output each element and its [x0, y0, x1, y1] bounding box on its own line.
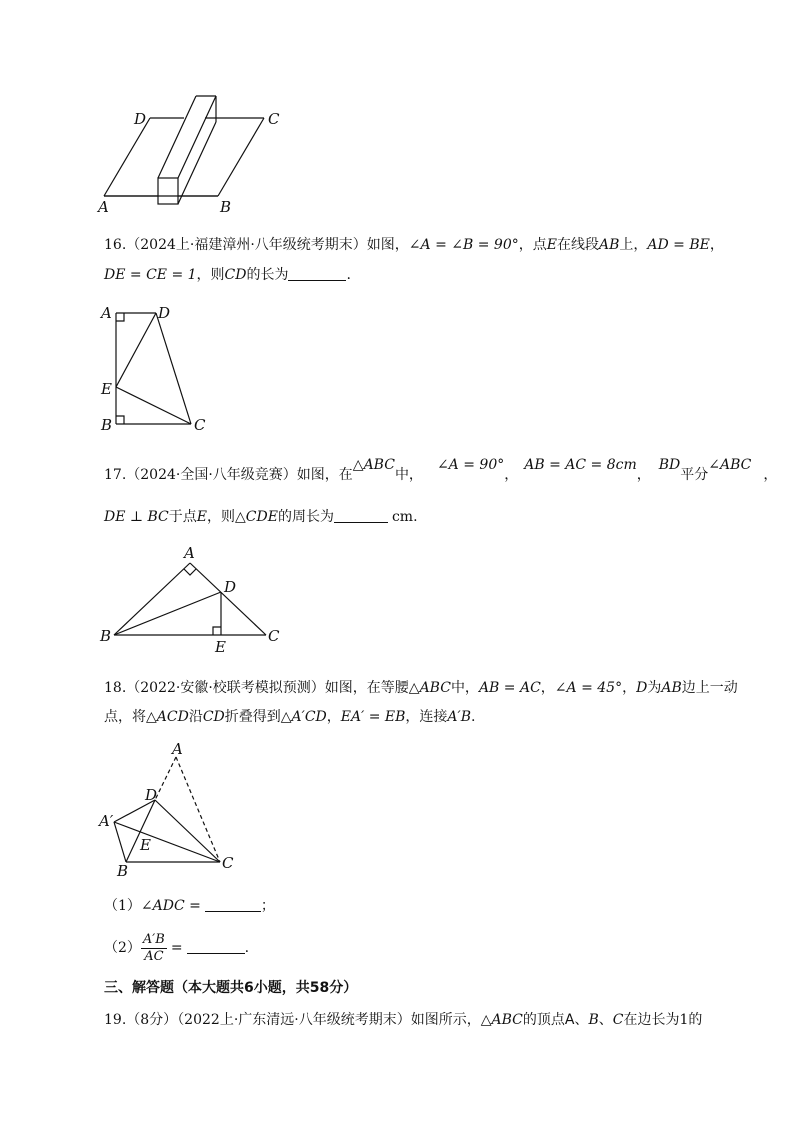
label-d: D	[145, 786, 158, 804]
q19-t2: 在边长为	[623, 1012, 680, 1028]
q19-point-a: A	[564, 1012, 575, 1028]
q19-t1: 的顶点	[522, 1012, 565, 1028]
q18-source: （2022·安徽·校联考模拟预测）如图，在等腰	[126, 680, 409, 696]
q18-ab: AB	[661, 680, 682, 696]
q17-triangle: △ABC	[352, 457, 395, 473]
q16-t1: ，点	[518, 237, 547, 253]
q18-t2: 为	[647, 680, 662, 696]
q19-line1	[104, 1010, 702, 1030]
label-c: C	[268, 110, 280, 128]
q17-c2: ，	[636, 467, 651, 483]
q18-cd: CD	[202, 709, 225, 725]
q17-cond3: DE ⊥ BC	[104, 509, 169, 525]
label-a: A	[172, 740, 183, 758]
q18-cond3: EA′ = EB	[340, 709, 406, 725]
q17-point-e: E	[196, 509, 208, 525]
q19-point-b: B	[588, 1012, 599, 1028]
q18-cond2: ∠A = 45°	[554, 680, 623, 696]
label-c: C	[222, 854, 234, 872]
q19-number: 19.	[104, 1012, 127, 1028]
q16-cd: CD	[224, 267, 247, 283]
fraction-numerator: A′B	[142, 931, 165, 947]
seg-a1c	[114, 822, 220, 862]
q18-point-d: D	[636, 680, 648, 696]
q19-point-c: C	[612, 1012, 624, 1028]
q18-sub1-answer-blank[interactable]	[205, 897, 261, 912]
q17-t3: 于点	[168, 509, 197, 525]
q16-point-e: E	[546, 237, 557, 253]
q18-sub2	[104, 930, 249, 966]
q18-triangle2: △ACD	[146, 709, 189, 725]
label-a: A	[184, 544, 195, 562]
label-b: B	[117, 862, 129, 880]
seg-ac-dashed	[176, 757, 220, 862]
label-c: C	[268, 627, 280, 645]
q18-t5: 折叠得到	[224, 709, 281, 725]
label-d: D	[224, 578, 237, 596]
q16-segment: AB	[598, 237, 620, 253]
q17-cond2: AB = AC = 8cm	[524, 457, 637, 473]
q16-cond1: ∠A = ∠B = 90°	[408, 237, 519, 253]
label-b: B	[100, 627, 112, 645]
label-a-prime: A′	[99, 812, 114, 830]
q18-t4: 沿	[188, 709, 203, 725]
q17-c3: ，	[763, 467, 778, 483]
q16-comma: ，	[709, 237, 724, 253]
q17-t2: 平分	[680, 467, 709, 483]
q16-cond2: AD = BE	[647, 237, 710, 253]
seg-a1b	[114, 822, 126, 862]
q18-sub1-expr: ∠ADC =	[140, 898, 201, 914]
q16-end: .	[346, 267, 351, 283]
q17-unit: cm	[391, 509, 414, 525]
q18-t6: ，连接	[405, 709, 448, 725]
q17-c1: ，	[504, 467, 519, 483]
label-b: B	[101, 416, 113, 434]
q18-line2a: 点，将	[104, 709, 146, 725]
label-a: A	[101, 304, 112, 322]
q19-triangle: △ABC	[480, 1012, 523, 1028]
q16-t2: 在线段	[556, 237, 599, 253]
q16-number: 16.	[104, 237, 127, 253]
q17-cond1: ∠A = 90°	[436, 457, 505, 473]
q18-sub2-end: .	[244, 940, 250, 956]
q18-sub2-answer-blank[interactable]	[187, 939, 245, 954]
q18-sub1-label: （1）	[104, 898, 141, 914]
q18-end: .	[471, 709, 476, 725]
q18-c2: ，	[622, 680, 637, 696]
section-3-title: 三、解答题（本大题共6小题，共58分）	[104, 980, 358, 996]
q16-t4: ，则	[196, 267, 225, 283]
q18-c1: ，	[540, 680, 555, 696]
q18-sub2-fraction	[141, 932, 167, 965]
fraction-denominator: AC	[144, 948, 164, 964]
q18-sub2-eq: =	[170, 940, 183, 956]
label-d: D	[158, 304, 171, 322]
q19-t3: 的	[688, 1012, 703, 1028]
seg-ad-dashed	[155, 757, 176, 800]
q17-t5: 的周长为	[277, 509, 334, 525]
q18-number: 18.	[104, 680, 127, 696]
q16-source: （2024上·福建漳州·八年级统考期末）如图，	[126, 237, 409, 253]
q16-t5: 的长为	[246, 267, 289, 283]
q17-t4: ，则	[207, 509, 236, 525]
label-e: E	[215, 638, 226, 656]
q17-source: （2024·全国·八年级竞赛）如图，在	[126, 467, 353, 483]
q18-triangle3: △A′CD	[280, 709, 327, 725]
q18-sub1	[104, 896, 275, 916]
q18-cond1: AB = AC	[478, 680, 541, 696]
q18-t3: 边上一动	[681, 680, 738, 696]
q19-one: 1	[679, 1012, 689, 1028]
q18-sub2-label: （2）	[104, 940, 141, 956]
q18-c3: ，	[326, 709, 341, 725]
q17-triangle2: △CDE	[235, 509, 278, 525]
q19-sep2: 、	[598, 1012, 613, 1028]
q17-end: .	[413, 509, 418, 525]
q19-score: （8分）	[126, 1012, 178, 1028]
q16-t3: 上，	[619, 237, 648, 253]
q19-source: （2022上·广东清远·八年级统考期末）如图所示，	[177, 1012, 481, 1028]
q18-sub1-end: ；	[260, 898, 275, 914]
label-e: E	[140, 836, 151, 854]
label-c: C	[194, 416, 206, 434]
q18-a1b: A′B	[447, 709, 471, 725]
q17-angle: ∠ABC	[708, 457, 752, 473]
label-e: E	[101, 380, 112, 398]
seg-dc	[155, 800, 220, 862]
q19-sep1: 、	[574, 1012, 589, 1028]
q17-t1: 中，	[394, 467, 423, 483]
label-a: A	[98, 198, 109, 216]
q17-bd: BD	[658, 457, 681, 473]
q17-number: 17.	[104, 467, 127, 483]
q18-t1: 中，	[450, 680, 479, 696]
q16-cond3: DE = CE = 1	[104, 267, 197, 283]
q18-triangle: △ABC	[408, 680, 451, 696]
label-b: B	[220, 198, 232, 216]
label-d: D	[134, 110, 147, 128]
